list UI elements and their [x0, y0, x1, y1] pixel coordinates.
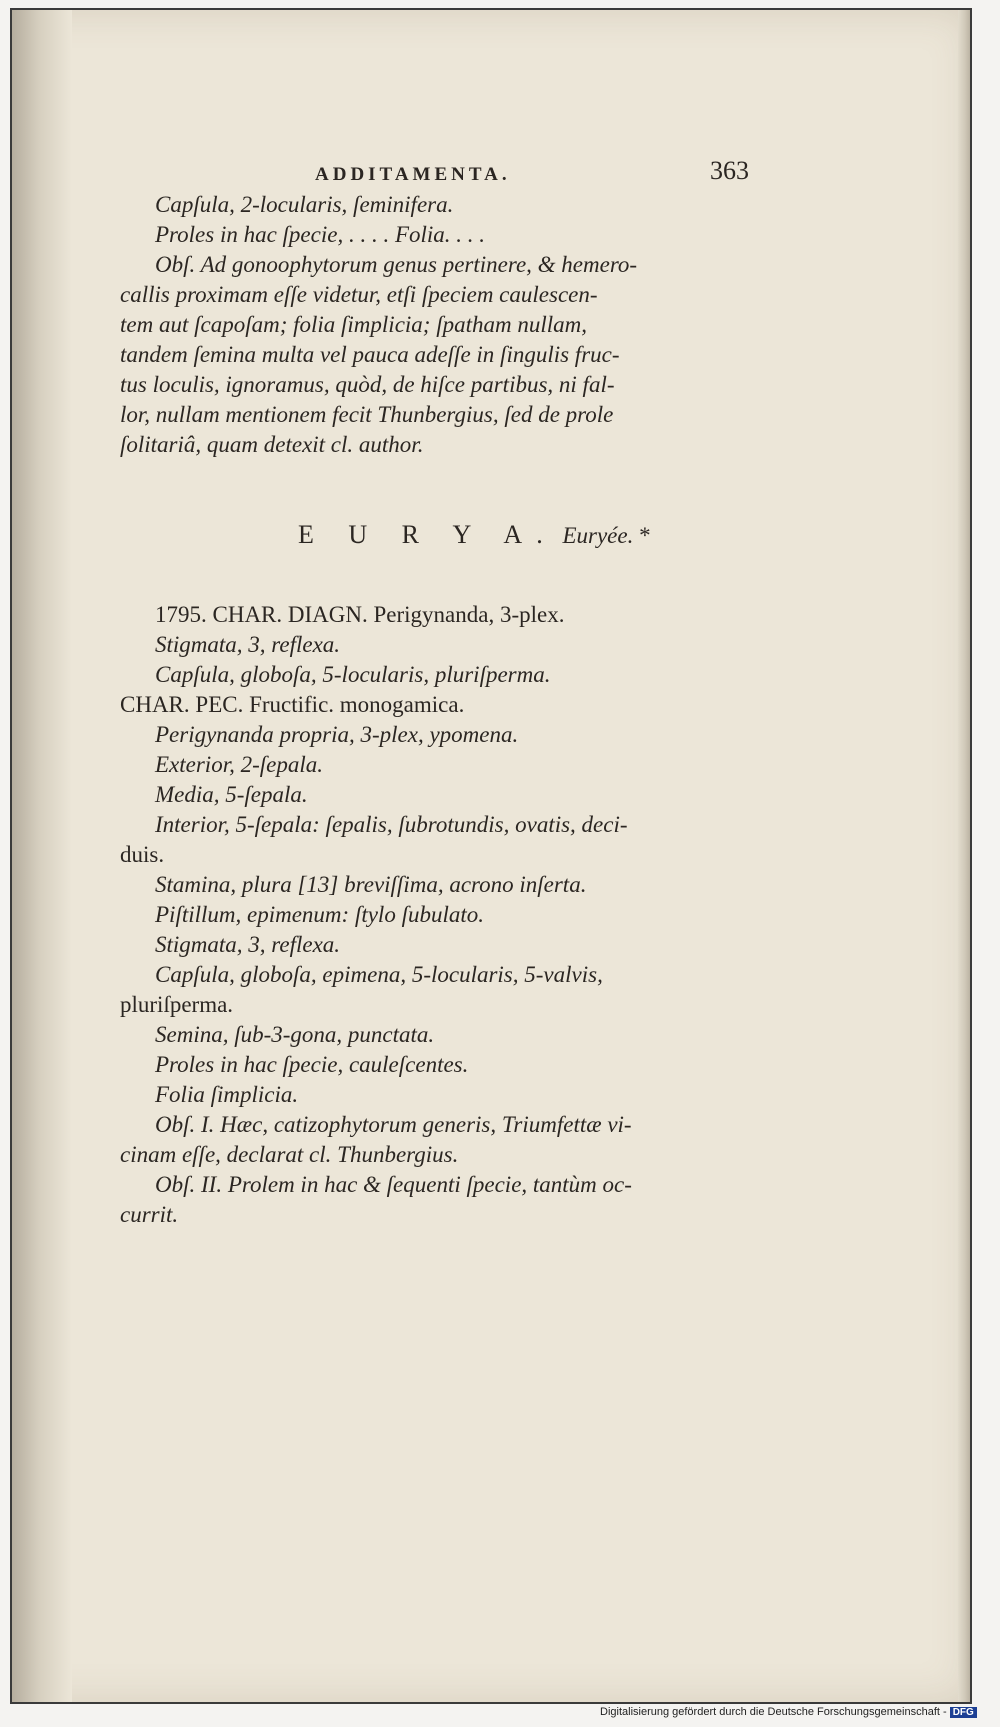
running-title: ADDITAMENTA.: [315, 164, 511, 185]
text-line: Exterior, 2-ſepala.: [155, 752, 323, 777]
text-line: Proles in hac ſpecie, . . . . Folia. . . .: [155, 222, 486, 247]
text-line: Semina, ſub-3-gona, punctata.: [155, 1022, 435, 1047]
section-french: Euryée.: [562, 523, 634, 548]
text-line: Stigmata, 3, reflexa.: [155, 932, 341, 957]
text-line: 1795. CHAR. DIAGN. Perigynanda, 3-plex.: [155, 602, 565, 627]
page-edge: [958, 10, 970, 1702]
text-line: Stamina, plura [13] breviſſima, acrono inſerta.: [155, 872, 587, 897]
page-number: 363: [710, 156, 749, 185]
text-line: pluriſperma.: [120, 992, 234, 1017]
digitization-credit: [600, 1706, 977, 1718]
text-line: Capſula, 2-locularis, ſeminifera.: [155, 192, 454, 217]
section-heading: [298, 520, 651, 551]
text-line: Folia ſimplicia.: [155, 1082, 299, 1107]
text-line: Obſ. II. Prolem in hac & ſequenti ſpecie, tantùm oc-: [155, 1172, 632, 1197]
text-line: Media, 5-ſepala.: [155, 782, 308, 807]
text-line: cinam eſſe, declarat cl. Thunbergius.: [120, 1142, 459, 1167]
text-line: Stigmata, 3, reflexa.: [155, 632, 341, 657]
text-line: Capſula, globoſa, 5-locularis, pluriſperma.: [155, 662, 551, 687]
page-spine-shadow: [12, 10, 72, 1702]
text-line: tem aut ſcapoſam; folia ſimplicia; ſpatham nullam,: [120, 312, 587, 337]
text-line: Obſ. I. Hæc, catizophytorum generis, Triumfettæ vi-: [155, 1112, 632, 1137]
text-line: callis proximam eſſe videtur, etſi ſpeciem caulescen-: [120, 282, 598, 307]
text-line: tandem ſemina multa vel pauca adeſſe in ſingulis fruc-: [120, 342, 620, 367]
text-line: ſolitariâ, quam detexit cl. author.: [120, 432, 424, 457]
text-line: Proles in hac ſpecie, cauleſcentes.: [155, 1052, 469, 1077]
text-line: currit.: [120, 1202, 179, 1227]
text-line: duis.: [120, 842, 165, 867]
text-line: Piſtillum, epimenum: ſtylo ſubulato.: [155, 902, 484, 927]
text-line: Obſ. Ad gonoophytorum genus pertinere, & hemero-: [155, 252, 638, 277]
section-mark: *: [639, 523, 651, 548]
text-line: lor, nullam mentionem fecit Thunbergius, ſed de prole: [120, 402, 614, 427]
credit-text: Digitalisierung gefördert durch die Deutsche Forschungsgemeinschaft -: [600, 1706, 947, 1718]
section-title: E U R Y A.: [298, 520, 557, 549]
text-line: Perigynanda propria, 3-plex, ypomena.: [155, 722, 519, 747]
text-line: Capſula, globoſa, epimena, 5-locularis, 5-valvis,: [155, 962, 603, 987]
text-line: Interior, 5-ſepala: ſepalis, ſubrotundis, ovatis, deci-: [155, 812, 628, 837]
dfg-logo: DFG: [950, 1707, 977, 1718]
text-line: CHAR. PEC. Fructific. monogamica.: [120, 692, 465, 717]
text-line: tus loculis, ignoramus, quòd, de hiſce partibus, ni fal-: [120, 372, 615, 397]
